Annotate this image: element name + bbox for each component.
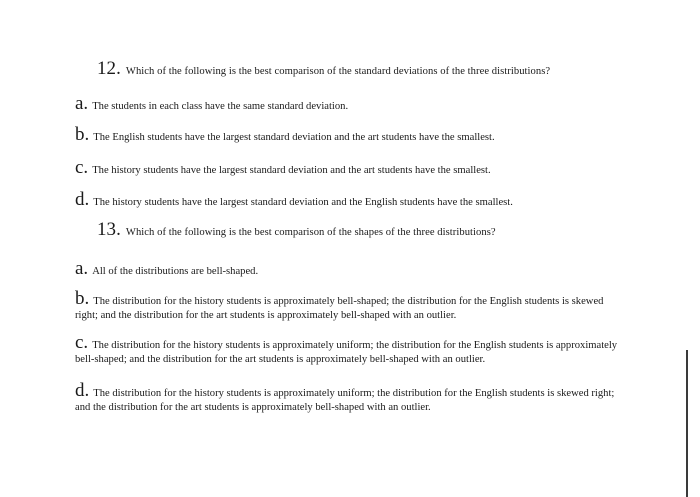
option-letter: c. — [75, 332, 89, 353]
option-text: All of the distributions are bell-shaped. — [92, 266, 259, 277]
option-text: The students in each class have the same standard deviation. — [92, 101, 349, 112]
option-text: The English students have the largest standard deviation and the art students have the smallest. — [93, 132, 495, 143]
option-12a[interactable] — [75, 93, 349, 114]
option-13d[interactable] — [75, 380, 620, 415]
option-13a[interactable] — [75, 258, 259, 279]
page-edge-line — [686, 350, 688, 497]
option-text: The distribution for the history students is approximately uniform; the distribution for the English students is approximately bell-shaped; and the distribution for the art students is approximately bell-shaped with an outlier. — [75, 340, 618, 365]
option-13c[interactable] — [75, 332, 620, 367]
option-text: The history students have the largest standard deviation and the English students have the smallest. — [93, 197, 513, 208]
option-12d[interactable] — [75, 189, 513, 210]
question-text: Which of the following is the best comparison of the standard deviations of the three distributions? — [125, 66, 551, 77]
question-number: 13. — [97, 219, 121, 240]
option-letter: b. — [75, 288, 90, 309]
option-letter: d. — [75, 380, 90, 401]
option-letter: b. — [75, 124, 90, 145]
option-letter: d. — [75, 189, 90, 210]
option-letter: a. — [75, 258, 89, 279]
option-13b[interactable] — [75, 288, 620, 323]
question-text: Which of the following is the best comparison of the shapes of the three distributions? — [125, 227, 496, 238]
option-12b[interactable] — [75, 124, 495, 145]
option-text: The distribution for the history students is approximately uniform; the distribution for the English students is skewed right; and the distribution for the art students is approximately bell-shaped with an outlier. — [75, 388, 615, 413]
option-letter: a. — [75, 93, 89, 114]
option-letter: c. — [75, 157, 89, 178]
question-13 — [97, 219, 496, 241]
option-text: The distribution for the history students is approximately bell-shaped; the distribution for the English students is skewed right; and the distribution for the art students is approximately bell-shaped with an outlier. — [75, 296, 604, 321]
question-number: 12. — [97, 58, 121, 79]
option-12c[interactable] — [75, 157, 491, 178]
option-text: The history students have the largest standard deviation and the art students have the smallest. — [92, 165, 491, 176]
question-12 — [97, 58, 550, 80]
